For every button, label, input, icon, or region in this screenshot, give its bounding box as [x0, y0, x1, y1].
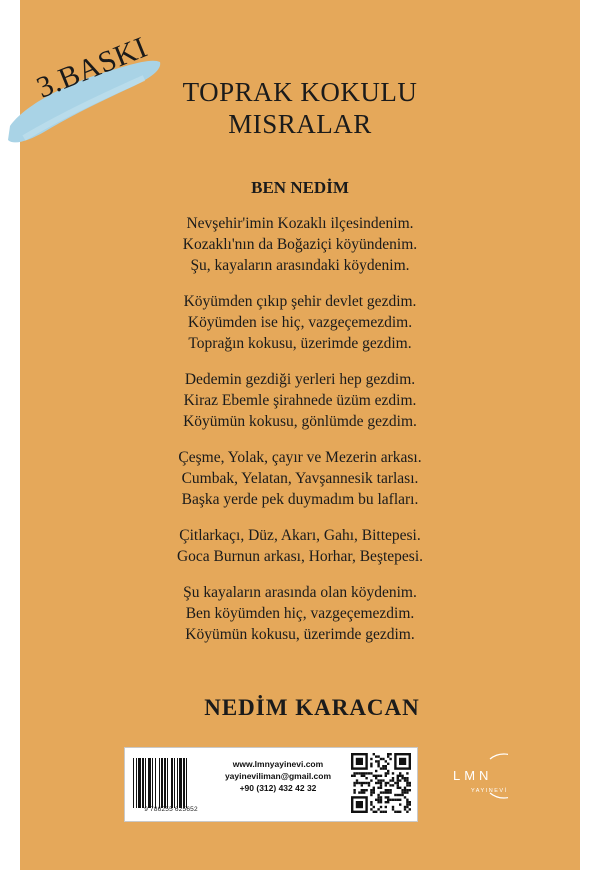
qr-code-icon — [351, 753, 411, 813]
isbn-number: 9 786255 625652 — [144, 806, 198, 813]
poem-line: Köyümden ise hiç, vazgeçemezdim. — [187, 314, 413, 331]
poem-stanza — [0, 213, 600, 276]
publisher-phone: +90 (312) 432 42 32 — [239, 783, 317, 793]
poem-line: Çeşme, Yolak, çayır ve Mezerin arkası. — [178, 449, 422, 466]
poem-line: Şu, kayaların arasındaki köydenim. — [190, 257, 410, 274]
poem-stanza — [0, 291, 600, 354]
poem-line: Nevşehir'imin Kozaklı ilçesindenim. — [186, 215, 414, 232]
poem-line: Köyümden çıkıp şehir devlet gezdim. — [183, 293, 417, 310]
author-name: NEDİM KARACAN — [204, 695, 420, 720]
poem-stanza — [0, 582, 600, 645]
publisher-logo-letters: LMN — [453, 768, 493, 783]
poem-line: Kiraz Ebemle şirahnede üzüm ezdim. — [183, 392, 417, 409]
publisher-info-panel — [124, 747, 418, 822]
poem-title: BEN NEDİM — [251, 178, 349, 197]
poem-line: Dedemin gezdiği yerleri hep gezdim. — [184, 371, 416, 388]
poem-stanza — [0, 525, 600, 567]
book-title-line-1: TOPRAK KOKULU — [182, 77, 418, 107]
poem-line: Cumbak, Yelatan, Yavşannesik tarlası. — [181, 470, 419, 487]
poem-stanza — [0, 369, 600, 432]
poem-line: Goca Burnun arkası, Horhar, Beştepesi. — [176, 548, 424, 565]
publisher-contact — [211, 758, 345, 794]
poem-line: Köyümün kokusu, gönlümde gezdim. — [183, 413, 417, 430]
publisher-website: www.lmnyayinevi.com — [232, 759, 324, 769]
poem-stanza — [0, 447, 600, 510]
publisher-email: yayineviliman@gmail.com — [224, 771, 332, 781]
poem-line: Başka yerde pek duymadım bu lafları. — [181, 491, 419, 508]
poem-line: Şu kayaların arasında olan köydenim. — [183, 584, 417, 601]
barcode-icon — [131, 754, 209, 814]
poem-line: Köyümün kokusu, üzerimde gezdim. — [185, 626, 415, 643]
book-title — [160, 76, 440, 140]
book-title-line-2: MISRALAR — [228, 109, 372, 139]
edition-badge: 3.BASKI — [32, 30, 152, 105]
poem-line: Çitlarkaçı, Düz, Akarı, Gahı, Bittepesi. — [179, 527, 421, 544]
publisher-logo-subtitle: YAYINEVİ — [471, 788, 508, 794]
poem-body — [0, 213, 600, 660]
poem-line: Ben köyümden hiç, vazgeçemezdim. — [185, 605, 415, 622]
poem-line: Toprağın kokusu, üzerimde gezdim. — [188, 335, 412, 352]
poem-line: Kozaklı'nın da Boğaziçi köyündenim. — [182, 236, 418, 253]
